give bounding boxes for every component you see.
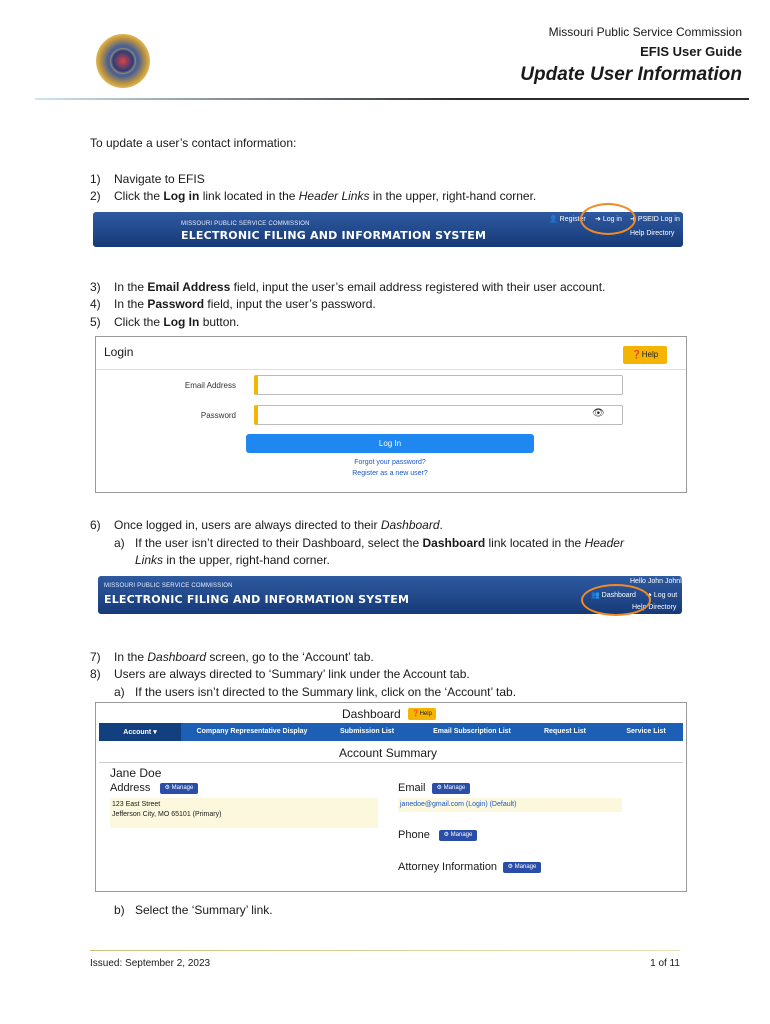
login-divider [96,369,686,370]
gear-icon: ⚙ [164,785,172,791]
tab-request-list[interactable]: Request List [543,728,586,735]
email-field[interactable] [254,375,623,395]
step-1-num: 1) [90,172,101,186]
help-button[interactable]: ❓Help [623,346,667,364]
pseid-icon: ➜ [630,216,638,223]
address-manage-button[interactable]: ⚙ Manage [160,783,198,794]
address-line-1: 123 East Street [112,801,161,808]
show-password-eye-icon[interactable]: 👁 [592,408,605,419]
dashboard-help-button[interactable]: ❓Help [408,708,436,720]
step-2-num: 2) [90,189,101,203]
login-highlight-oval [580,203,636,235]
step-8b-num: b) [114,903,125,917]
address-box [110,798,378,828]
step-3-text: In the Email Address field, input the user’s email address registered with their user account. [114,280,606,294]
email-box [398,798,622,812]
register-link[interactable]: 👤 Register [549,216,586,223]
dashboard-panel [95,702,687,892]
tab-service-list[interactable]: Service List [626,728,666,735]
email-manage-button[interactable]: ⚙ Manage [432,783,470,794]
password-field[interactable] [254,405,623,425]
step-8-num: 8) [90,667,101,681]
banner-subtitle: MISSOURI PUBLIC SERVICE COMMISSION [181,221,310,227]
step-5-text: Click the Log In button. [114,315,240,329]
hello-user-link[interactable]: Hello John Johnl [630,578,682,585]
gear-icon: ⚙ [507,864,515,870]
step-4-num: 4) [90,297,101,311]
logout-link[interactable]: ➜ Log out [646,592,678,599]
header-rule [35,98,749,100]
question-icon: ❓ [631,350,642,359]
header-guide: EFIS User Guide [640,44,742,59]
user-plus-icon: 👤 [549,216,560,223]
login-panel [95,336,687,493]
step-6a-line2: Links in the upper, right-hand corner. [135,553,330,567]
footer-issued: Issued: September 2, 2023 [90,958,211,969]
login-icon: ➜ [595,216,603,223]
tab-account[interactable]: Account ▾ [123,729,157,736]
register-new-user-link[interactable]: Register as a new user? [352,470,428,477]
email-value[interactable]: janedoe@gmail.com (Login) (Default) [400,801,517,808]
step-8-text: Users are always directed to ‘Summary’ link under the Account tab. [114,667,470,681]
email-label: Email Address [184,381,236,390]
tab-email-subscription-list[interactable]: Email Subscription List [433,728,511,735]
step-3-num: 3) [90,280,101,294]
user-icon: 👥 [591,592,602,599]
pseid-login-link[interactable]: ➜ PSEID Log in [630,216,680,223]
attorney-manage-button[interactable]: ⚙ Manage [503,862,541,873]
step-1-text: Navigate to EFIS [114,172,205,186]
step-8a-text: If the users isn’t directed to the Summary link, click on the ‘Account’ tab. [135,685,517,699]
header-org: Missouri Public Service Commission [548,25,742,39]
login-link[interactable]: ➜ Log in [595,216,622,223]
login-title: Login [104,345,134,359]
help-directory-link[interactable]: Help Directory [630,230,675,237]
step-6a-num: a) [114,536,125,550]
gear-icon: ⚙ [436,785,444,791]
help-directory-link-2[interactable]: Help Directory [632,604,677,611]
question-icon: ❓ [412,711,420,717]
address-label: Address [110,782,151,794]
footer-rule [90,950,680,951]
attorney-information-label: Attorney Information [398,861,498,873]
step-5-num: 5) [90,315,101,329]
gear-icon: ⚙ [443,832,451,838]
step-6-num: 6) [90,518,101,532]
step-8b-text: Select the ‘Summary’ link. [135,903,273,917]
phone-label: Phone [398,829,430,841]
banner-title: ELECTRONIC FILING AND INFORMATION SYSTEM [181,229,487,242]
footer-page-number: 1 of 11 [650,958,680,969]
step-8a-num: a) [114,685,125,699]
intro-text: To update a user’s contact information: [90,136,297,150]
address-line-2: Jefferson City, MO 65101 (Primary) [112,811,222,818]
summary-divider [99,762,683,763]
step-7-num: 7) [90,650,101,664]
user-name: Jane Doe [110,766,162,780]
dashboard-highlight-oval [581,584,651,616]
email-label: Email [398,782,426,794]
tab-company-representative-display[interactable]: Company Representative Display [196,728,308,735]
dashboard-tab-bar [99,723,683,741]
step-6-text: Once logged in, users are always directed to their Dashboard. [114,518,443,532]
password-label: Password [200,411,236,420]
dashboard-title: Dashboard [342,707,401,721]
step-7-text: In the Dashboard screen, go to the ‘Account’ tab. [114,650,374,664]
seal-center [110,48,136,74]
step-4-text: In the Password field, input the user’s password. [114,297,376,311]
tab-submission-list[interactable]: Submission List [339,728,395,735]
step-2-text: Click the Log in link located in the Header Links in the upper, right-hand corner. [114,189,537,203]
page-title: Update User Information [520,64,742,85]
banner2-subtitle: MISSOURI PUBLIC SERVICE COMMISSION [104,583,233,589]
logout-icon: ➜ [646,592,654,599]
login-button[interactable]: Log In [246,434,534,453]
forgot-password-link[interactable]: Forgot your password? [354,459,426,466]
account-summary-heading: Account Summary [339,746,438,760]
dashboard-link[interactable]: 👥 Dashboard [591,592,636,599]
step-6a-text: If the user isn’t directed to their Dashboard, select the Dashboard link located in the Header [135,536,624,550]
banner2-title: ELECTRONIC FILING AND INFORMATION SYSTEM [104,593,410,606]
phone-manage-button[interactable]: ⚙ Manage [439,830,477,841]
